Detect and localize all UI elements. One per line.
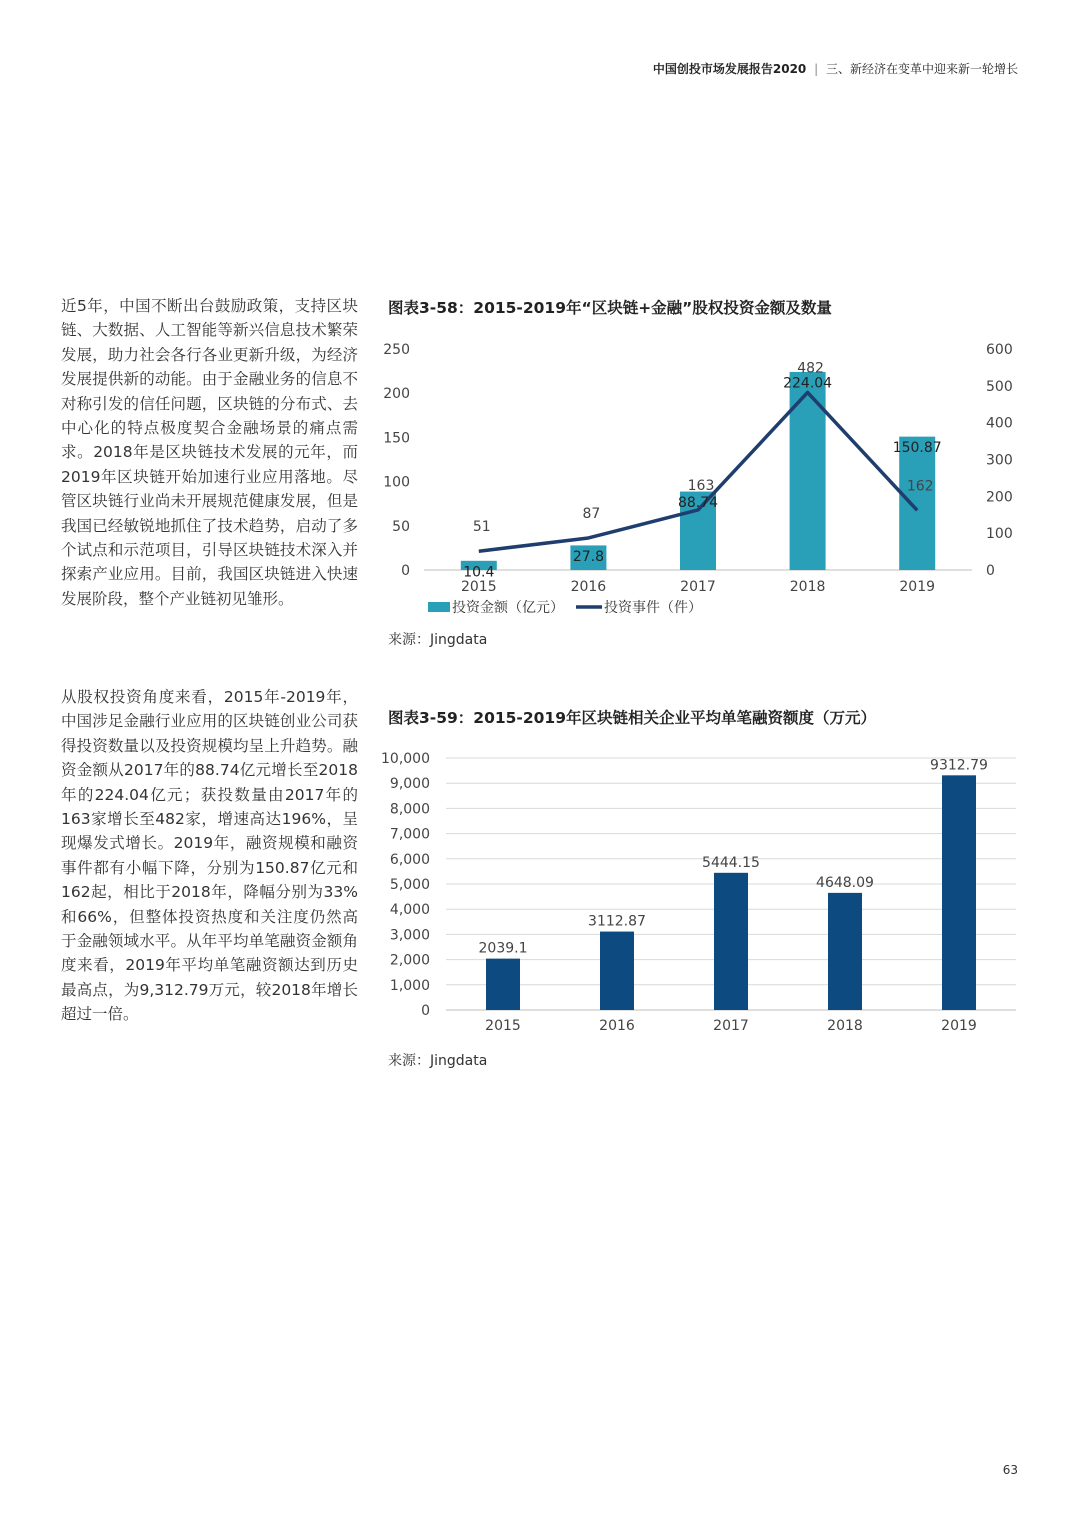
bar [486,959,520,1010]
section-title: 三、新经济在变革中迎来新一轮增长 [825,62,1018,76]
y-tick-label: 3,000 [389,927,430,944]
chart2-source: 来源：Jingdata [388,1053,488,1069]
x-tick-label: 2015 [485,1018,521,1034]
bar [600,932,634,1010]
legend-swatch-bar [428,602,450,612]
bar-data-label: 2039.1 [478,940,528,957]
x-tick-label: 2018 [789,579,826,595]
y-tick-label: 7,000 [389,826,430,843]
bar [942,775,976,1010]
y-tick-label: 50 [392,518,410,535]
bar-data-label: 88.74 [677,495,719,512]
y-tick-label: 250 [383,342,410,358]
y2-tick-label: 400 [986,415,1013,432]
report-title: 中国创投市场发展报告2020 [652,62,807,76]
line-data-label: 482 [797,360,824,377]
page-number: 63 [1002,1463,1018,1477]
x-tick-label: 2019 [941,1018,977,1034]
y2-tick-label: 200 [986,489,1013,506]
y2-tick-label: 100 [986,526,1013,543]
y-tick-label: 0 [421,1003,430,1019]
y2-tick-label: 600 [986,342,1013,358]
bar-data-label: 27.8 [572,549,604,566]
chart1-combo-chart [376,330,1036,625]
y-tick-label: 150 [383,430,410,447]
line-data-label: 163 [687,477,715,494]
y2-tick-label: 500 [986,378,1013,395]
y-tick-label: 2,000 [389,952,430,969]
line-data-label: 51 [472,519,491,536]
chart1-source: 来源：Jingdata [388,632,488,648]
bar [714,873,748,1010]
bar-data-label: 224.04 [783,375,833,392]
body-paragraph-2: 从股权投资角度来看，2015年-2019年，中国涉足金融行业应用的区块链创业公司获得投资数量以及投资规模均呈上升趋势。融资金额从2017年的88.74亿元增长至2018年的224.04亿元；获投数量由2017年的163家增长至482家，增速高达196%，呈现爆发式增长。2019年，融资规模和融资事件都有小幅下降，分别为150.87亿元和162起，相比于2018年，降幅分别为33%和66%，但整体投资热度和关注度仍然高于金融领域水平。从年平均单笔融资金额角度来看，2019年平均单笔融资额达到历史最高点，为9,312.79万元，较2018年增长超过一倍。 [61,688,358,1024]
header-separator: | [814,62,819,76]
x-tick-label: 2019 [899,579,936,595]
bar-data-label: 150.87 [892,440,942,457]
bar-data-label: 10.4 [463,564,495,581]
y2-tick-label: 300 [986,452,1013,469]
x-tick-label: 2016 [599,1018,635,1034]
y-tick-label: 0 [401,563,410,579]
y-tick-label: 6,000 [389,851,430,868]
y-tick-label: 4,000 [389,902,430,919]
page-header [653,60,1018,77]
bar-data-label: 3112.87 [588,913,646,930]
bar [899,437,935,570]
body-paragraph-1: 近5年，中国不断出台鼓励政策，支持区块链、大数据、人工智能等新兴信息技术繁荣发展，助力社会各行各业更新升级，为经济发展提供新的动能。由于金融业务的信息不对称引发的信任问题，区块链的分布式、去中心化的特点极度契合金融场景的痛点需求。2018年是区块链技术发展的元年，而2019年区块链开始加速行业应用落地。尽管区块链行业尚未开展规范健康发展，但是我国已经敏锐地抓住了技术趋势，启动了多个试点和示范项目，引导区块链技术深入并探索产业应用。目前，我国区块链进入快速发展阶段，整个产业链初见雏形。 [61,297,358,608]
bar [790,372,826,570]
y-tick-label: 10,000 [381,751,430,767]
y-tick-label: 200 [383,386,410,403]
bar-data-label: 5444.15 [702,854,760,871]
chart2-title: 图表3-59：2015-2019年区块链相关企业平均单笔融资额度（万元） [388,709,877,727]
y2-tick-label: 0 [986,563,995,579]
chart1-title: 图表3-58：2015-2019年“区块链+金融”股权投资金额及数量 [388,299,832,317]
y-tick-label: 8,000 [389,801,430,818]
chart2-bar-chart [376,740,1036,1040]
y-tick-label: 5,000 [389,877,430,893]
x-tick-label: 2015 [460,579,497,595]
y-tick-label: 1,000 [389,977,430,994]
bar [828,893,862,1010]
x-tick-label: 2018 [827,1018,863,1034]
y-tick-label: 9,000 [389,776,430,793]
x-tick-label: 2017 [713,1018,749,1034]
bar-data-label: 9312.79 [930,757,988,774]
x-tick-label: 2017 [680,579,716,595]
legend-label-line: 投资事件（件） [604,600,702,616]
legend-label-bar: 投资金额（亿元） [452,600,564,616]
bar-data-label: 4648.09 [816,874,874,891]
line-data-label: 87 [582,505,601,522]
x-tick-label: 2016 [570,579,607,595]
y-tick-label: 100 [383,474,410,491]
line-data-label: 162 [906,478,934,495]
